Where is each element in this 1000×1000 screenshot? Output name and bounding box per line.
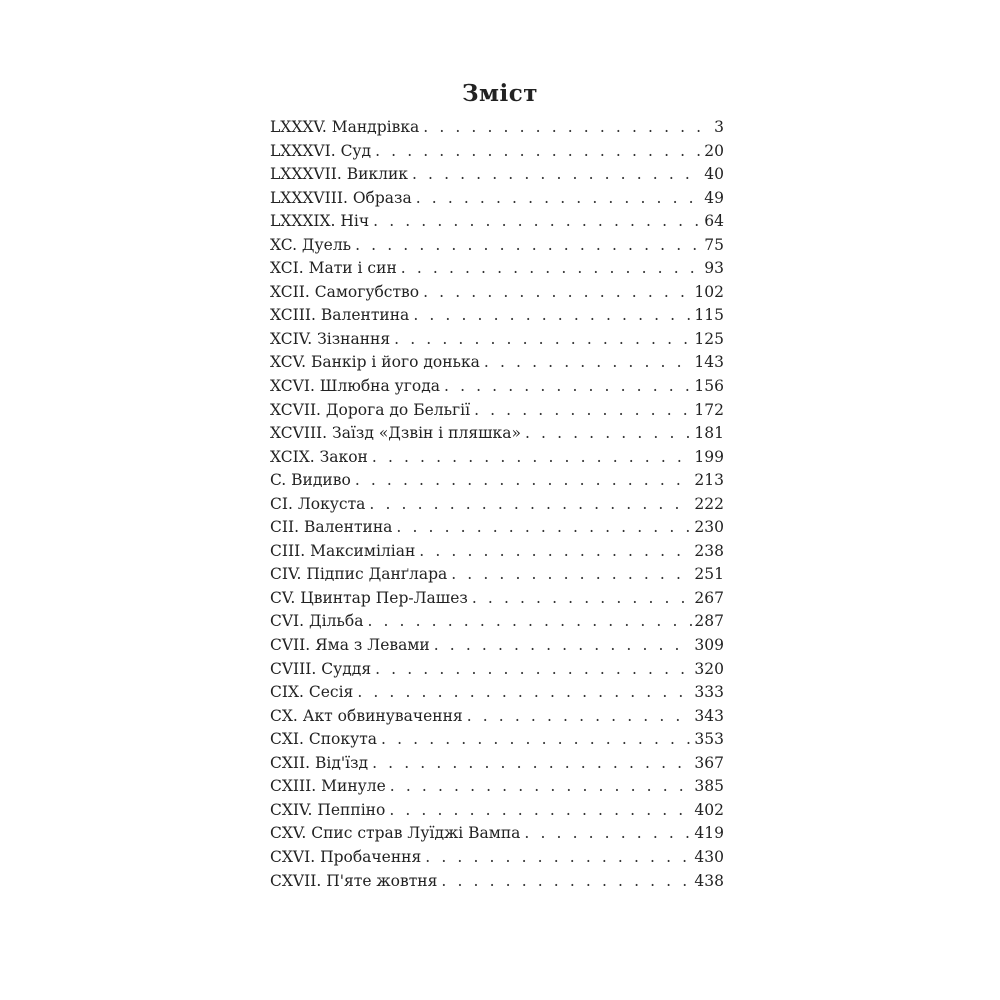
- toc-entry[interactable]: [270, 187, 724, 211]
- toc-entry-page-number: 251: [694, 565, 724, 584]
- toc-entry-page-number: 385: [694, 777, 724, 796]
- toc-entry-label: CX. Акт обвинувачення: [270, 706, 463, 725]
- toc-entry[interactable]: [270, 870, 724, 894]
- toc-entry[interactable]: [270, 728, 724, 752]
- toc-entry[interactable]: [270, 799, 724, 823]
- toc-entry[interactable]: [270, 116, 724, 140]
- toc-entry-label: XCI. Мати і син: [270, 259, 397, 278]
- toc-entry-label: CIII. Максиміліан: [270, 541, 416, 560]
- toc-entry[interactable]: [270, 634, 724, 658]
- toc-entry-label: CVI. Дільба: [270, 612, 364, 631]
- toc-leader-dots: [451, 563, 692, 587]
- toc-entry-page-number: 238: [694, 541, 724, 560]
- table-of-contents: [270, 116, 724, 893]
- toc-entry-page-number: 343: [694, 706, 724, 725]
- toc-entry[interactable]: [270, 540, 724, 564]
- toc-entry-label: CXIII. Минуле: [270, 777, 386, 796]
- toc-entry-page-number: 143: [694, 353, 724, 372]
- toc-entry-page-number: 49: [704, 188, 724, 207]
- toc-entry-page-number: 213: [694, 471, 724, 490]
- toc-leader-dots: [467, 705, 693, 729]
- toc-entry[interactable]: [270, 493, 724, 517]
- toc-entry[interactable]: [270, 422, 724, 446]
- toc-entry-page-number: 353: [694, 730, 724, 749]
- toc-entry-label: CVII. Яма з Левами: [270, 636, 430, 655]
- toc-leader-dots: [357, 681, 692, 705]
- toc-leader-dots: [396, 516, 692, 540]
- toc-entry[interactable]: [270, 469, 724, 493]
- toc-entry-page-number: 438: [694, 871, 724, 890]
- toc-entry-label: CI. Локуста: [270, 494, 366, 513]
- toc-entry[interactable]: [270, 752, 724, 776]
- toc-entry-page-number: 199: [694, 447, 724, 466]
- toc-entry[interactable]: [270, 375, 724, 399]
- toc-entry[interactable]: [270, 304, 724, 328]
- toc-entry[interactable]: [270, 563, 724, 587]
- toc-entry-label: CXII. Від'їзд: [270, 753, 369, 772]
- toc-entry-page-number: 172: [694, 400, 724, 419]
- toc-entry-page-number: 3: [714, 118, 724, 136]
- toc-entry-page-number: 64: [704, 212, 724, 231]
- toc-entry[interactable]: [270, 140, 724, 164]
- toc-entry[interactable]: [270, 163, 724, 187]
- toc-entry-label: LXXXIX. Ніч: [270, 212, 370, 231]
- toc-entry-page-number: 75: [704, 235, 724, 254]
- toc-entry-page-number: 181: [694, 424, 724, 443]
- toc-entry-label: C. Видиво: [270, 471, 351, 490]
- toc-entry-page-number: 402: [694, 800, 724, 819]
- toc-entry-page-number: 367: [694, 753, 724, 772]
- toc-entry[interactable]: [270, 610, 724, 634]
- toc-entry-label: XCVII. Дорога до Бельгії: [270, 400, 471, 419]
- toc-entry-page-number: 267: [694, 588, 724, 607]
- toc-entry-label: CXVI. Пробачення: [270, 847, 422, 866]
- toc-entry[interactable]: [270, 775, 724, 799]
- toc-leader-dots: [367, 610, 692, 634]
- toc-leader-dots: [390, 775, 693, 799]
- toc-entry-page-number: 156: [694, 377, 724, 396]
- toc-entry[interactable]: [270, 399, 724, 423]
- toc-leader-dots: [369, 493, 692, 517]
- toc-entry-page-number: 419: [694, 824, 724, 843]
- toc-entry-label: LXXXVI. Суд: [270, 141, 372, 160]
- toc-leader-dots: [444, 375, 692, 399]
- toc-entry[interactable]: [270, 328, 724, 352]
- toc-leader-dots: [389, 799, 692, 823]
- toc-entry-label: LXXXVIII. Образа: [270, 188, 412, 207]
- toc-entry-label: CII. Валентина: [270, 518, 393, 537]
- toc-entry[interactable]: [270, 234, 724, 258]
- toc-entry-label: XC. Дуель: [270, 235, 352, 254]
- toc-entry-label: LXXXVII. Виклик: [270, 165, 408, 184]
- toc-entry[interactable]: [270, 658, 724, 682]
- toc-entry-label: XCIII. Валентина: [270, 306, 410, 325]
- toc-leader-dots: [372, 752, 692, 776]
- toc-leader-dots: [401, 257, 702, 281]
- toc-entry-label: LXXXV. Мандрівка: [270, 118, 420, 136]
- toc-leader-dots: [472, 587, 693, 611]
- toc-entry-label: CIX. Сесія: [270, 683, 354, 702]
- toc-entry-label: XCVI. Шлюбна угода: [270, 377, 441, 396]
- toc-entry-label: XCVIII. Заїзд «Дзвін і пляшка»: [270, 424, 521, 443]
- toc-entry-page-number: 333: [694, 683, 724, 702]
- toc-entry[interactable]: [270, 587, 724, 611]
- toc-entry-label: CV. Цвинтар Пер-Лашез: [270, 588, 468, 607]
- toc-leader-dots: [412, 163, 702, 187]
- toc-entry-label: XCIX. Закон: [270, 447, 368, 466]
- toc-entry-page-number: 309: [694, 636, 724, 655]
- toc-leader-dots: [416, 187, 703, 211]
- toc-entry-label: CXIV. Пеппіно: [270, 800, 386, 819]
- toc-leader-dots: [381, 728, 692, 752]
- toc-entry-label: CXI. Спокута: [270, 730, 378, 749]
- toc-entry[interactable]: [270, 822, 724, 846]
- toc-entry-label: XCIV. Зізнання: [270, 329, 391, 348]
- toc-leader-dots: [419, 540, 692, 564]
- toc-entry-page-number: 93: [704, 259, 724, 278]
- toc-entry[interactable]: [270, 705, 724, 729]
- toc-entry-label: XCII. Самогубство: [270, 282, 420, 301]
- toc-entry-label: XCV. Банкір і його донька: [270, 353, 480, 372]
- toc-leader-dots: [425, 846, 692, 870]
- toc-entry-label: CXVII. П'яте жовтня: [270, 871, 438, 890]
- toc-leader-dots: [413, 304, 692, 328]
- toc-leader-dots: [373, 210, 702, 234]
- toc-entry[interactable]: [270, 446, 724, 470]
- toc-entry[interactable]: [270, 257, 724, 281]
- toc-entry-label: CVIII. Суддя: [270, 659, 372, 678]
- page-title: Зміст: [461, 80, 539, 107]
- toc-leader-dots: [474, 399, 692, 423]
- toc-leader-dots: [355, 469, 693, 493]
- toc-entry-label: CXV. Спис страв Луїджі Вампа: [270, 824, 521, 843]
- toc-leader-dots: [484, 351, 692, 375]
- toc-entry-page-number: 102: [694, 282, 724, 301]
- toc-entry[interactable]: [270, 681, 724, 705]
- toc-entry-page-number: 40: [704, 165, 724, 184]
- toc-entry-page-number: 287: [694, 612, 724, 631]
- toc-entry[interactable]: [270, 846, 724, 870]
- toc-leader-dots: [375, 140, 702, 164]
- toc-entry[interactable]: [270, 351, 724, 375]
- toc-leader-dots: [355, 234, 702, 258]
- toc-entry-page-number: 430: [694, 847, 724, 866]
- toc-entry[interactable]: [270, 281, 724, 305]
- toc-entry-page-number: 222: [694, 494, 724, 513]
- toc-leader-dots: [423, 116, 712, 140]
- toc-entry[interactable]: [270, 516, 724, 540]
- toc-leader-dots: [423, 281, 692, 305]
- toc-leader-dots: [441, 870, 692, 894]
- toc-leader-dots: [434, 634, 693, 658]
- toc-leader-dots: [375, 658, 692, 682]
- toc-entry[interactable]: [270, 210, 724, 234]
- toc-leader-dots: [394, 328, 692, 352]
- toc-entry-label: CIV. Підпис Данґлара: [270, 565, 448, 584]
- toc-leader-dots: [524, 822, 692, 846]
- toc-entry-page-number: 115: [694, 306, 724, 325]
- toc-entry-page-number: 20: [704, 141, 724, 160]
- toc-entry-page-number: 125: [694, 329, 724, 348]
- toc-leader-dots: [525, 422, 692, 446]
- toc-leader-dots: [372, 446, 693, 470]
- toc-entry-page-number: 230: [694, 518, 724, 537]
- toc-entry-page-number: 320: [694, 659, 724, 678]
